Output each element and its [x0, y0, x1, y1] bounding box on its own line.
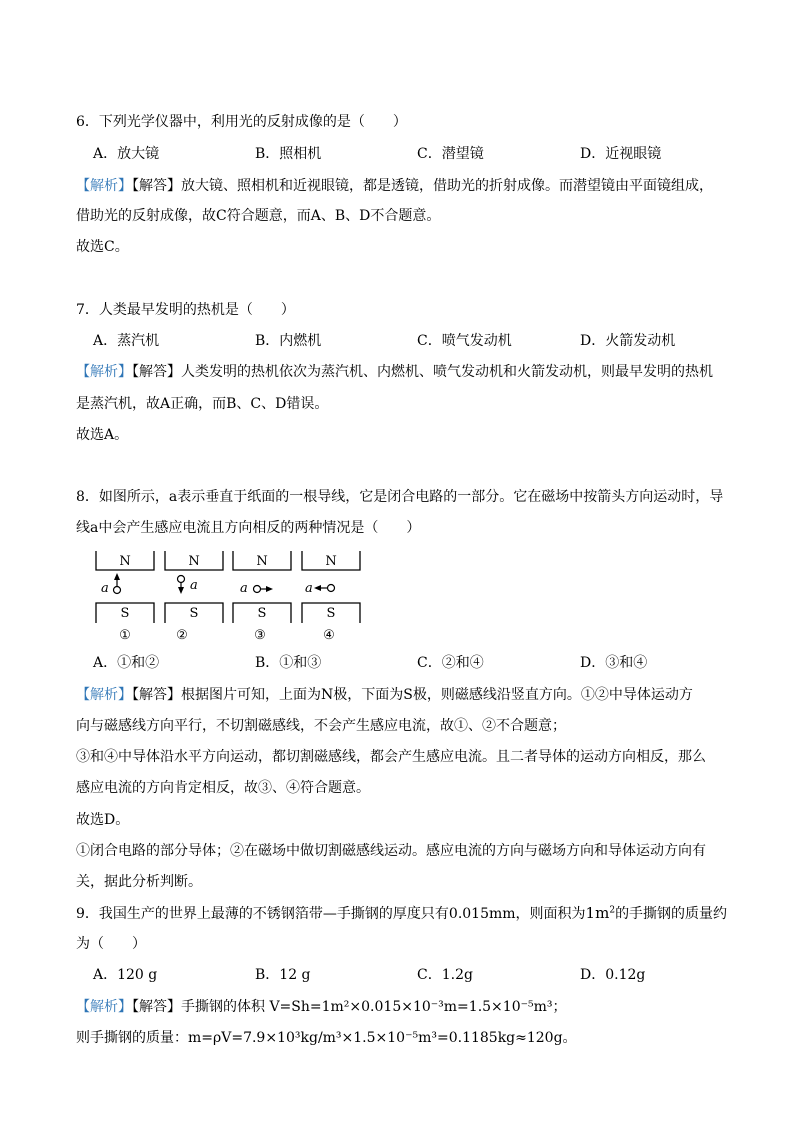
q9-analysis-text-1: 手撕钢的体积 V=Sh=1m²×0.015×10⁻³m=1.5×10⁻⁵m³；	[181, 999, 567, 1015]
wire-conductor	[114, 587, 121, 594]
q9-options	[93, 965, 733, 985]
q6-option-b: B．照相机	[255, 146, 322, 162]
q8-note-line-2: 关，据此分析判断。	[76, 874, 202, 890]
arrow-left-icon	[314, 585, 321, 591]
q7-stem: 7．人类最早发明的热机是（ ）	[76, 302, 295, 318]
q9-stem-line-2: 为（ ）	[76, 936, 146, 952]
q7-options	[93, 331, 733, 351]
q7-option-d: D．火箭发动机	[580, 333, 676, 349]
panel-number: ④	[323, 628, 335, 643]
south-pole-label: S	[120, 606, 130, 621]
answer-tag: 【解答】	[132, 178, 181, 194]
q7-analysis-line-2: 是蒸汽机，故A正确，而B、C、D错误。	[76, 396, 329, 412]
panel-number: ③	[254, 628, 266, 643]
magnet-panel-4	[302, 551, 360, 643]
q7-analysis-line-1	[76, 362, 713, 382]
south-pole-label: S	[189, 606, 199, 621]
q8-analysis-text-1: 根据图片可知，上面为N极，下面为S极，则磁感线沿竖直方向。①②中导体运动方	[181, 687, 693, 703]
wire-label: a	[101, 581, 109, 596]
south-pole-label: S	[326, 606, 336, 621]
wire-conductor	[254, 586, 261, 593]
north-pole-label: N	[256, 554, 268, 569]
q8-stem-line-2: 线a中会产生感应电流且方向相反的两种情况是（ ）	[76, 520, 421, 536]
answer-tag: 【解答】	[132, 999, 181, 1015]
q6-option-c: C．潜望镜	[417, 146, 484, 162]
q7-analysis-text-1: 人类发明的热机依次为蒸汽机、内燃机、喷气发动机和火箭发动机，则最早发明的热机	[181, 364, 713, 380]
answer-tag: 【解答】	[132, 364, 181, 380]
analysis-tag: 【解析】	[76, 178, 132, 194]
q7-option-a: A．蒸汽机	[93, 333, 160, 349]
magnet-panel-1	[96, 551, 154, 643]
arrow-right-icon	[266, 586, 273, 592]
q7-option-c: C．喷气发动机	[417, 333, 512, 349]
answer-tag: 【解答】	[132, 687, 181, 703]
wire-label: a	[305, 581, 313, 596]
q6-option-a: A．放大镜	[93, 146, 160, 162]
north-pole-label: N	[119, 554, 131, 569]
wire-conductor	[178, 576, 185, 583]
q9-area-value: 1m	[585, 904, 610, 922]
q9-analysis-line-2: 则手撕钢的质量：m=ρV=7.9×10³kg/m³×1.5×10⁻⁵m³=0.1185kg≈120g。	[76, 1030, 577, 1046]
q6-analysis-line-1	[76, 176, 713, 196]
q9-option-d: D．0.12g	[580, 967, 646, 983]
q9-analysis-line-1	[76, 997, 567, 1017]
q8-stem-line-1: 8．如图所示，a表示垂直于纸面的一根导线，它是闭合电路的一部分。它在磁场中按箭头方向运动时，导	[76, 489, 724, 505]
magnet-panel-2	[165, 551, 223, 643]
q9-area-exponent: 2	[609, 905, 616, 916]
arrow-up-icon	[114, 573, 120, 580]
q8-option-d: D．③和④	[580, 655, 648, 671]
q6-options	[93, 144, 733, 164]
q9-option-a: A．120 g	[93, 967, 158, 983]
panel-number: ②	[176, 628, 188, 643]
q9-stem-text-end: 的手撕钢的质量约	[615, 906, 728, 922]
arrow-down-icon	[178, 587, 184, 594]
q8-conclusion: 故选D。	[76, 812, 130, 828]
q9-option-c: C．1.2g	[417, 967, 473, 983]
wire-label: a	[190, 578, 198, 593]
q7-conclusion: 故选A。	[76, 427, 129, 443]
magnet-figure-svg	[92, 548, 372, 648]
q6-option-d: D．近视眼镜	[580, 146, 662, 162]
analysis-tag: 【解析】	[76, 687, 132, 703]
q9-stem-text: 9．我国生产的世界上最薄的不锈钢箔带—手撕钢的厚度只有0.015mm，则面积为	[76, 906, 586, 922]
q9-option-b: B．12 g	[255, 967, 311, 983]
south-pole-label: S	[257, 606, 267, 621]
north-pole-label: N	[325, 554, 337, 569]
q8-options	[93, 653, 733, 673]
analysis-tag: 【解析】	[76, 364, 132, 380]
analysis-tag: 【解析】	[76, 999, 132, 1015]
q6-analysis-line-2: 借助光的反射成像，故C符合题意，而A、B、D不合题意。	[76, 208, 441, 224]
wire-conductor	[328, 585, 335, 592]
q8-option-b: B．①和③	[255, 655, 322, 671]
q8-analysis-line-1	[76, 685, 693, 705]
q6-stem: 6．下列光学仪器中，利用光的反射成像的是（ ）	[76, 114, 407, 130]
panel-number: ①	[119, 628, 131, 643]
north-pole-label: N	[188, 554, 200, 569]
q8-note-line-1: ①闭合电路的部分导体；②在磁场中做切割磁感线运动。感应电流的方向与磁场方向和导体运动方向有	[76, 843, 706, 859]
q8-option-c: C．②和④	[417, 655, 484, 671]
q8-analysis-line-2: 向与磁感线方向平行，不切割磁感线，不会产生感应电流，故①、②不合题意；	[76, 718, 566, 734]
wire-label: a	[240, 581, 248, 596]
magnet-panel-3	[233, 551, 291, 643]
magnet-figure	[92, 548, 372, 648]
q6-conclusion: 故选C。	[76, 239, 129, 255]
q9-stem-line-1	[76, 903, 727, 924]
q7-option-b: B．内燃机	[255, 333, 322, 349]
q8-analysis-line-4: 感应电流的方向肯定相反，故③、④符合题意。	[76, 780, 370, 796]
q6-analysis-text-1: 放大镜、照相机和近视眼镜，都是透镜，借助光的折射成像。而潜望镜由平面镜组成，	[181, 178, 713, 194]
q8-analysis-line-3: ③和④中导体沿水平方向运动，都切割磁感线，都会产生感应电流。且二者导体的运动方向相反，那么	[76, 749, 706, 765]
q8-option-a: A．①和②	[93, 655, 160, 671]
